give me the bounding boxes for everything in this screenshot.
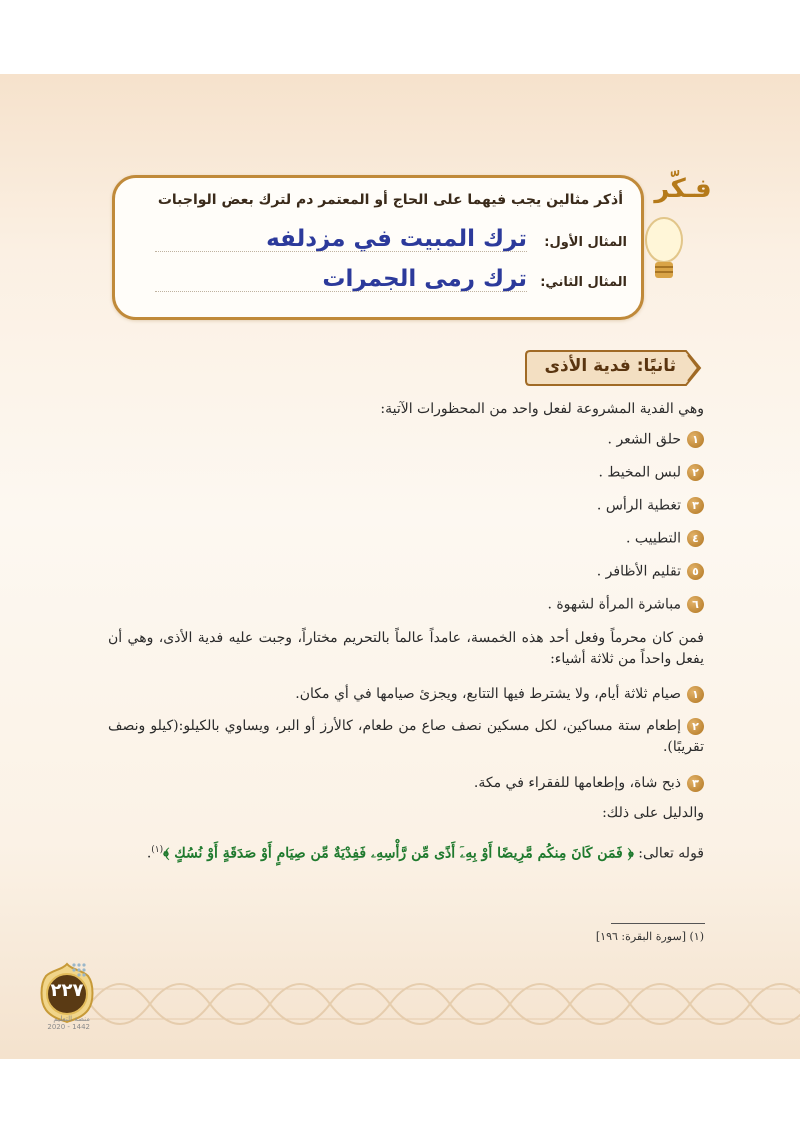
list-item <box>608 431 704 448</box>
list-item <box>597 497 704 514</box>
option-text: إطعام ستة مساكين، لكل مسكين نصف صاع من طعام، كالأرز أو البر، ويساوي بالكيلو:(كيلو ونصف تقريبًا). <box>108 718 704 755</box>
example-answer: ترك رمى الجمرات <box>322 266 527 292</box>
verse-suffix: . <box>146 845 152 862</box>
number-badge: ١ <box>687 686 704 703</box>
footnote-ref: (١) <box>151 845 164 855</box>
list-item <box>597 563 704 580</box>
think-prompt: أذكر مثالين يجب فيهما على الحاج أو المعتمر دم لترك بعض الواجبات <box>157 192 623 208</box>
number-badge: ٢ <box>687 464 704 481</box>
footnote-divider <box>611 923 705 924</box>
list-item <box>547 596 704 613</box>
number-badge: ١ <box>687 431 704 448</box>
number-badge: ٣ <box>687 775 704 792</box>
list-item-text: التطييب . <box>626 530 681 547</box>
number-badge: ٤ <box>687 530 704 547</box>
example-row-1 <box>155 222 627 256</box>
lightbulb-icon <box>640 214 688 294</box>
list-item-text: مباشرة المرأة لشهوة . <box>547 596 681 613</box>
option-item <box>108 716 704 758</box>
logo-dots-icon <box>30 959 90 989</box>
think-label: فـكّر <box>654 174 712 204</box>
option-item <box>108 773 704 794</box>
verse-prefix: قوله تعالى: <box>638 845 704 862</box>
evidence-intro: والدليل على ذلك: <box>602 805 704 821</box>
option-item <box>108 684 704 705</box>
list-item-text: تقليم الأظافر . <box>596 563 681 580</box>
example-label: المثال الأول: <box>544 235 627 250</box>
list-item <box>626 530 704 547</box>
option-text: ذبح شاة، وإطعامها للفقراء في مكة. <box>473 775 681 791</box>
section-header <box>524 349 704 387</box>
number-badge: ٥ <box>687 563 704 580</box>
footnote: (١) [سورة البقرة: ١٩٦] <box>595 930 704 943</box>
page-number: ٢٢٧ <box>50 980 84 1001</box>
number-badge: ٣ <box>687 497 704 514</box>
number-badge: ٦ <box>687 596 704 613</box>
section-title: ثانيًا: فدية الأذى <box>544 356 676 376</box>
option-text: صيام ثلاثة أيام، ولا يشترط فيها التتابع، ويجزئ صيامها في أي مكان. <box>295 686 681 702</box>
logo-name: منصة التعليم <box>53 1015 90 1023</box>
example-answer: ترك المبيت في مزدلفه <box>266 226 527 252</box>
quran-verse: ﴿ فَمَن كَانَ مِنكُم مَّرِيضًا أَوْ بِهِۦٓ أَذًى مِّن رَّأْسِهِۦ فَفِدْيَةٌ مِّن صِيَامٍ أَوْ صَدَقَةٍ أَوْ نُسُكٍ ﴾ <box>163 845 634 862</box>
ornament-band <box>90 959 800 1049</box>
dotted-line <box>155 291 527 292</box>
list-item-text: حلق الشعر . <box>607 431 681 448</box>
rule-paragraph: فمن كان محرماً وفعل أحد هذه الخمسة، عامداً عالماً بالتحريم مختاراً، وجبت عليه فدية الأذى، وهي أن يفعل واحداً من ثلاثة أشياء: <box>108 630 704 667</box>
example-row-2 <box>155 262 627 296</box>
logo-text <box>30 1015 90 1031</box>
dotted-line <box>155 251 527 252</box>
logo-year: 2020 - 1442 <box>47 1023 90 1031</box>
list-item-text: لبس المخيط . <box>598 464 681 481</box>
list-item-text: تغطية الرأس . <box>596 497 681 514</box>
number-badge: ٢ <box>687 718 704 735</box>
page-background <box>0 74 800 1059</box>
verse-line <box>147 845 704 862</box>
section-intro: وهي الفدية المشروعة لفعل واحد من المحظورات الآتية: <box>380 401 704 417</box>
think-box <box>112 175 644 320</box>
list-item <box>599 464 705 481</box>
example-label: المثال الثاني: <box>540 275 627 290</box>
